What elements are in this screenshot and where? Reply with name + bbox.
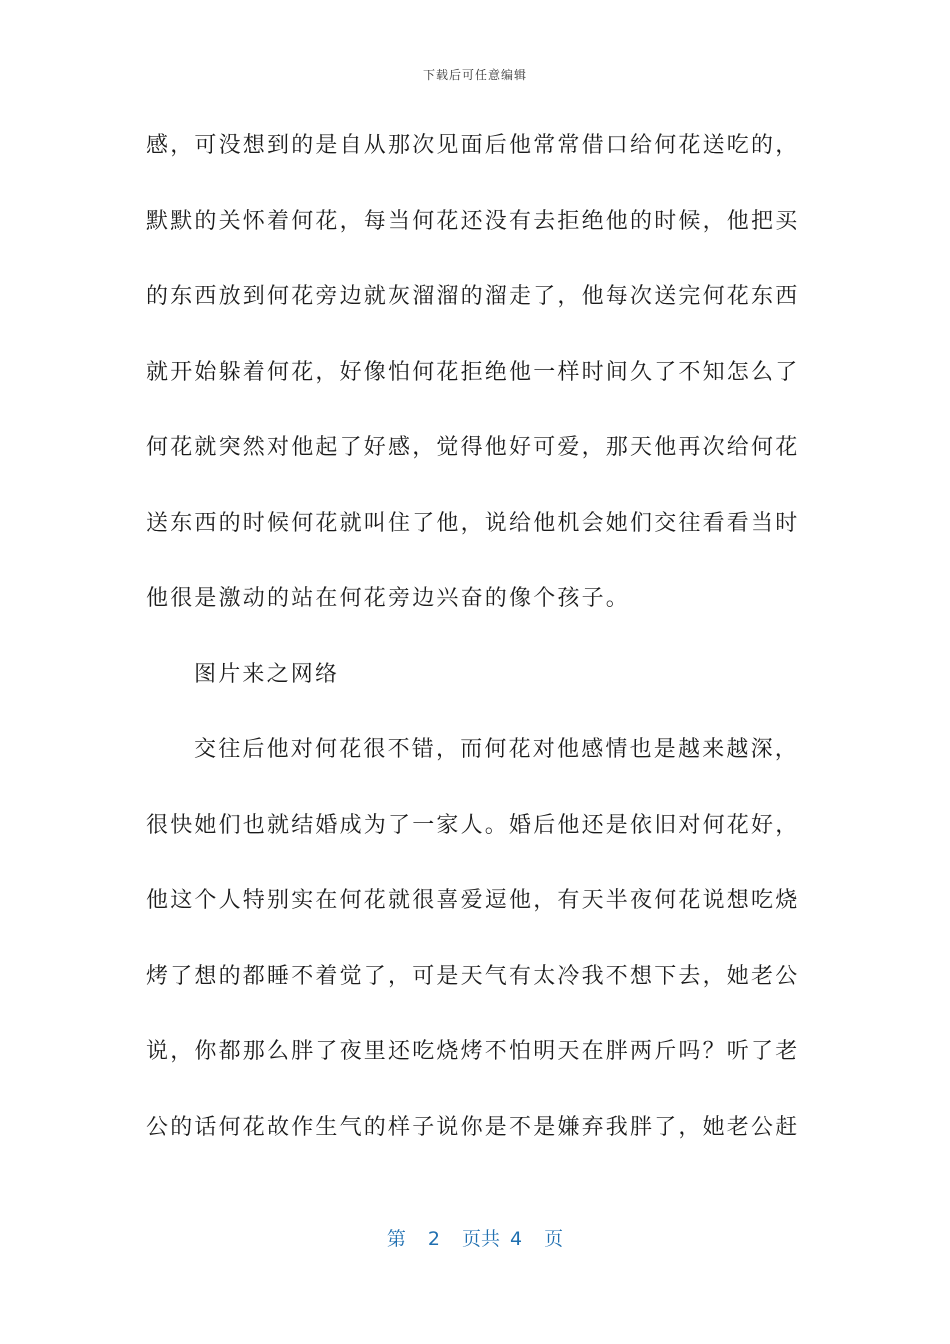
text-line: 交往后他对何花很不错，而何花对他感情也是越来越深，: [194, 737, 800, 762]
text-line: 的东西放到何花旁边就灰溜溜的溜走了，他每次送完何花东西: [146, 284, 800, 309]
page-header: 下载后可任意编辑: [422, 68, 527, 82]
text-line: 送东西的时候何花就叫住了他，说给他机会她们交往看看当时: [146, 510, 800, 536]
text-line: 默默的关怀着何花，每当何花还没有去拒绝他的时候，他把买: [146, 208, 800, 234]
current-page-number: 2: [427, 1228, 440, 1250]
text-line: 他这个人特别实在何花就很喜爱逗他，有天半夜何花说想吃烧: [146, 888, 800, 913]
image-caption: 图片来之网络: [194, 661, 340, 687]
text-line: 说，你都那么胖了夜里还吃烧烤不怕明天在胖两斤吗？听了老: [146, 1039, 800, 1064]
text-line: 公的话何花故作生气的样子说你是不是嫌弃我胖了，她老公赶: [146, 1114, 800, 1140]
text-line: 很快她们也就结婚成为了一家人。婚后他还是依旧对何花好，: [146, 812, 800, 838]
total-page-number: 4: [510, 1228, 523, 1250]
document-body: [146, 128, 806, 1185]
text-line: 何花就突然对他起了好感，觉得他好可爱，那天他再次给何花: [146, 435, 800, 460]
text-line: 感，可没想到的是自从那次见面后他常常借口给何花送吃的，: [146, 133, 800, 158]
page-footer: [0, 1224, 950, 1251]
footer-middle: 页共: [461, 1228, 500, 1250]
footer-suffix: 页: [544, 1228, 564, 1250]
text-line: 烤了想的都睡不着觉了，可是天气有太冷我不想下去，她老公: [146, 963, 800, 989]
text-line: 他很是激动的站在何花旁边兴奋的像个孩子。: [146, 586, 631, 611]
text-line: 就开始躲着何花，好像怕何花拒绝他一样时间久了不知怎么了: [146, 359, 800, 385]
footer-prefix: 第: [386, 1228, 406, 1250]
